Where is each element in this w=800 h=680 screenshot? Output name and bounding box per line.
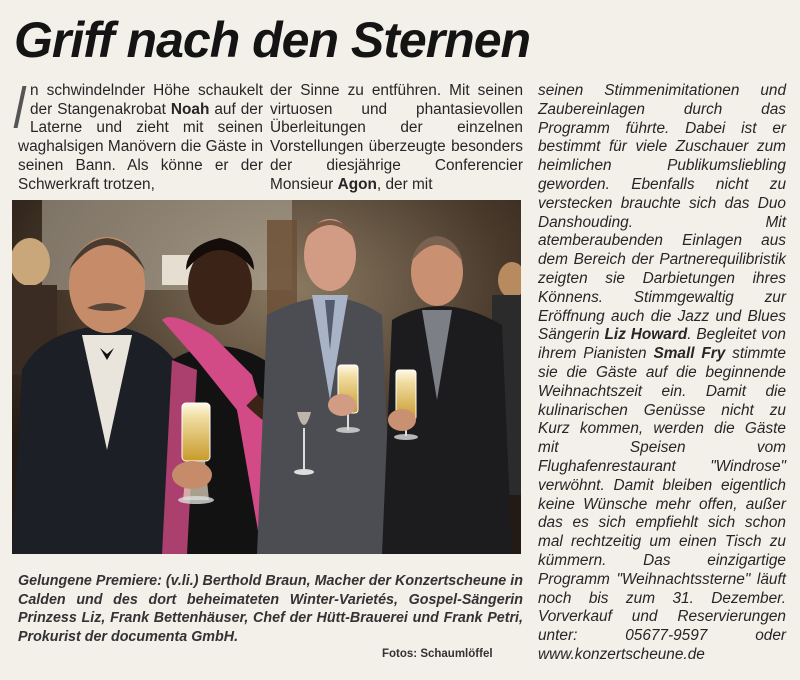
headline: Griff nach den Sternen (14, 12, 531, 68)
article-text: , der mit (376, 175, 433, 193)
initial-bar-icon (14, 86, 27, 128)
article-text: seinen Stimmenimitationen und Zaubereinlagen durch das Programm führte. Dabei ist er bestimmt für viele Zuschauer zum heimlichen Publikumsliebling geworden. Ebenfalls nicht zu verstecken brauchte sich das Duo Danshouding. Mit atemberaubenden Einlagen aus dem Bereich der Partnerequilibristik zeigten sie Darbietungen ihres Könnens. Stimmgewaltig zur Eröffnung auch die Jazz und Blues Sängerin (538, 82, 786, 344)
photo-credit: Fotos: Schaumlöffel (382, 648, 493, 660)
name-highlight: Noah (170, 100, 210, 118)
photo-caption: Gelungene Premiere: (v.li.) Berthold Braun, Macher der Konzertscheune in Calden und des dort beheimateten Winter-Varietés, Gospel-Sängerin Prinzess Liz, Frank Bettenhäuser, Chef der Hütt-Brauerei und Frank Petri, Prokurist der documenta GmbH. (18, 573, 523, 645)
article-column-1 (18, 82, 263, 194)
name-highlight: Agon (337, 175, 377, 193)
article-text: der Sinne zu entführen. Mit seinen virtuosen und phantasievollen Überleitungen der einzelnen Vorstellungen überzeugte besonders der diesjährige Conferencier Monsieur (270, 82, 523, 193)
name-highlight: Small Fry (653, 345, 726, 363)
name-highlight: Liz Howard (604, 326, 688, 344)
article-column-2 (270, 82, 523, 194)
article-text: n schwindelnder Höhe schaukelt der Stangenakrobat (30, 82, 263, 118)
article-text: . Begleitet von ihrem Pianisten (538, 326, 786, 363)
article-column-3 (538, 82, 786, 665)
article-text: stimmte sie die Gäste auf die beginnende Weihnachtszeit ein. Damit die kulinarischen Genüsse nicht zu Kurz kommen, werden die Gäste mit Speisen vom Flughafenrestaurant "Windrose" verwöhnt. Damit bleiben eigentlich keine Wünsche mehr offen, außer das es sich empfiehlt sich schon mal rechtzeitig um einen Tisch zu kümmern. Das einzigartige Programm "Weihnachtssterne" läuft noch bis zum 31. Dezember. Vorverkauf und Reservierungen unter: 05677-9597 oder www.konzertscheune.de (538, 345, 786, 663)
event-photo (12, 200, 521, 554)
article-text: auf der Laterne und zieht mit seinen waghalsigen Manövern die Gäste in seinen Bann. Als könne er der Schwerkraft trotzen, (18, 100, 263, 193)
